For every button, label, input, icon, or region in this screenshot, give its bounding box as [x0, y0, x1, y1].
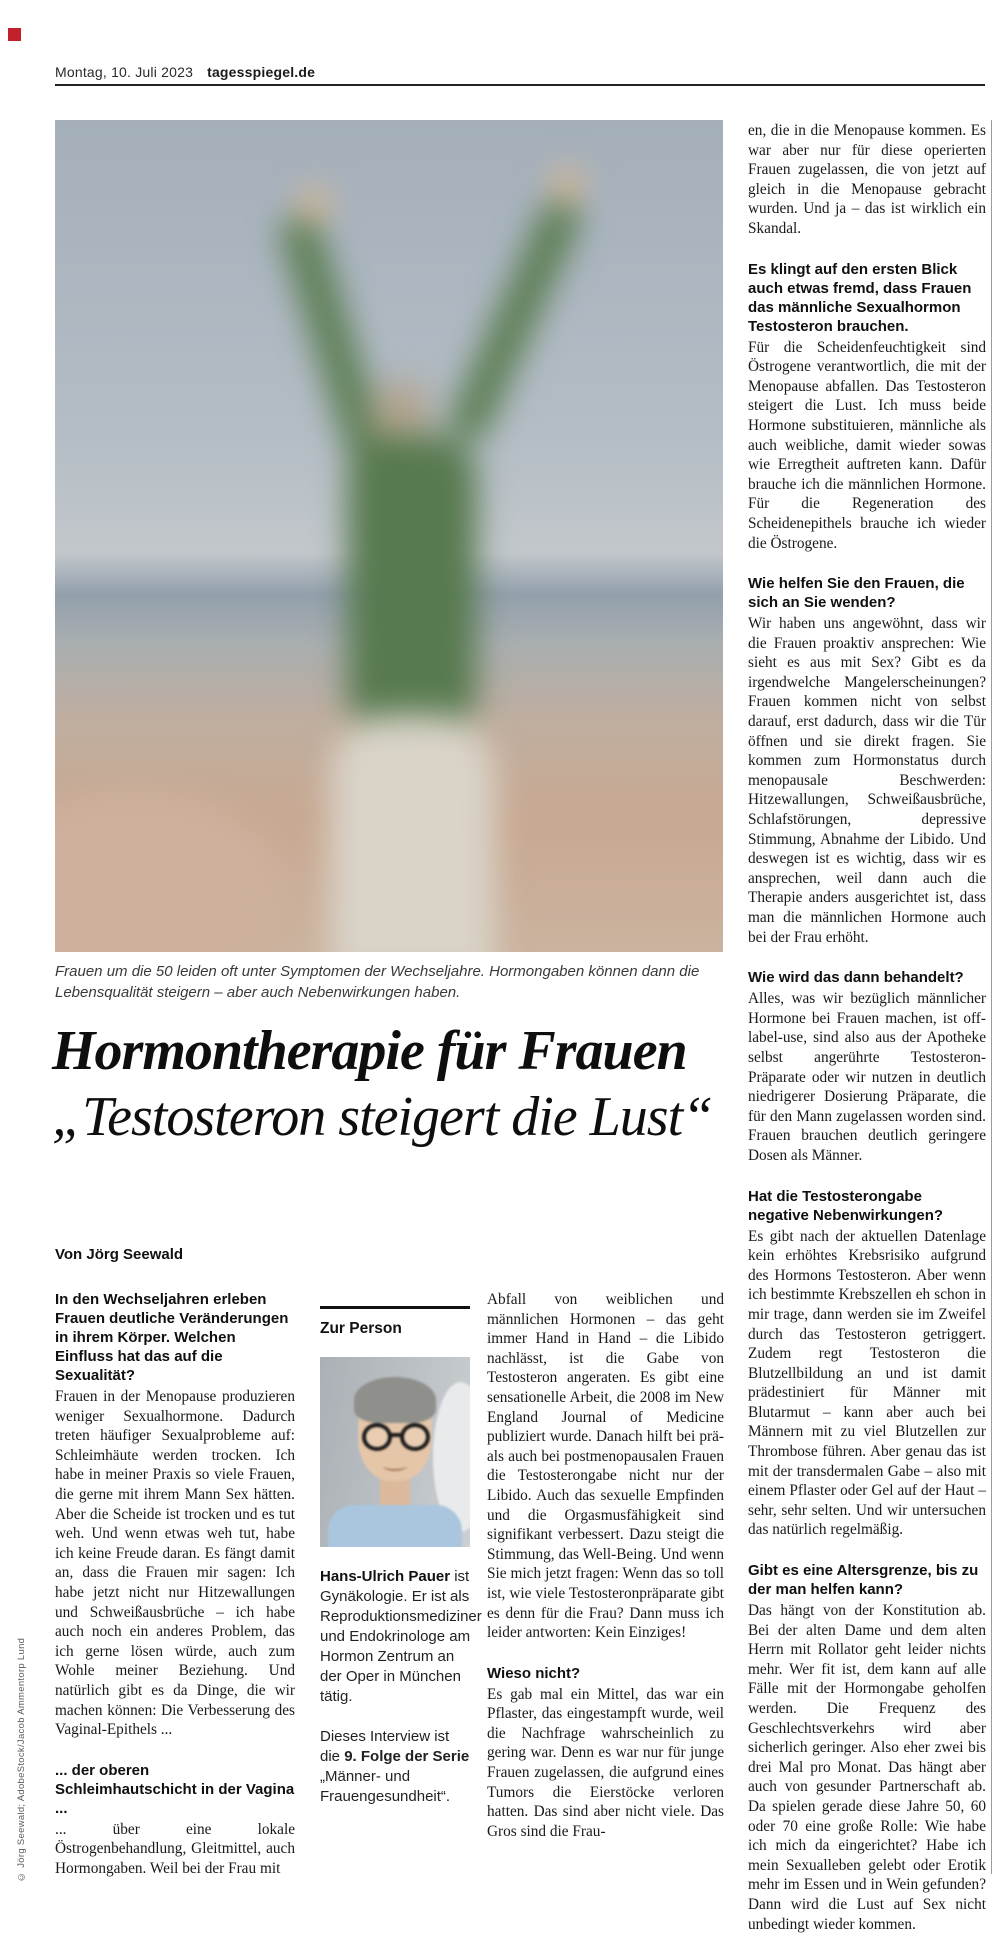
- photo-figure-woman-arms-raised: [55, 120, 723, 952]
- portrait-glasses-left-lens: [362, 1423, 392, 1451]
- zur-person-box: [320, 1290, 482, 1807]
- header-rule: [55, 84, 985, 86]
- interview-answer: en, die in die Menopause kommen. Es war aber nur für diese operierten Frauen zugelassen, die von jetzt auf gleich in die Menopause gebracht wurden. Und ja – das ist wirklich ein Skandal.: [748, 122, 986, 237]
- beach-sand-shape: [55, 790, 285, 952]
- figure-green-top: [347, 435, 477, 735]
- photo-credit: © Jörg Seewald; AdobeStock/Jacob Ammentorp Lund: [16, 1637, 27, 1882]
- headline: [52, 1018, 732, 1150]
- portrait-gray-hair: [354, 1377, 436, 1423]
- interview-question: Es klingt auf den ersten Blick auch etwas fremd, dass Frauen das männliche Sexualhormon Testosteron brauchen.: [748, 260, 972, 335]
- interview-answer: Alles, was wir bezüglich männlicher Hormone bei Frauen machen, ist off-label-use, sind also aus der Apotheke selbst angerührte Testosteron-Präparate oder wir nutzen in deutlich niedrigerer Dosierung Präparate, die für den Mann zugelassen worden sind. Frauen brauchen deutlich geringere Dosen als Männer.: [748, 990, 986, 1164]
- interview-question: Hat die Testosterongabe negative Nebenwirkungen?: [748, 1187, 944, 1224]
- person-bio-text: ist Gynäkologie. Er ist als Reproduktionsmediziner und Endokrinologe am Hormon Zentrum an der Oper in München tätig.: [320, 1568, 482, 1705]
- series-number: 9. Folge der Serie: [344, 1748, 470, 1765]
- interview-answer: Für die Scheidenfeuchtigkeit sind Östrogene verantwortlich, die mit der Menopause abfallen. Das Testosteron steigert die Lust. Ich muss beide Hormone substituieren, männliche als auch weibliche, damit wieder sowas wie Erregtheit auftreten kann. Dafür brauche ich die männlichen Hormone. Für die Regeneration des Scheidenepithels brauche ich wieder die Östrogene.: [748, 338, 986, 552]
- figure-left-hand: [297, 185, 331, 225]
- person-name: Hans-Ulrich Pauer: [320, 1568, 451, 1585]
- portrait-blue-shirt: [328, 1505, 462, 1547]
- interview-question: Wie wird das dann behandelt?: [748, 969, 964, 987]
- headline-quote-part: „Testosteron steigert die Lust“: [52, 1086, 713, 1148]
- figure-light-garment: [330, 715, 495, 952]
- interview-answer: Wir haben uns angewöhnt, dass wir die Frauen proaktiv ansprechen: Wie sieht es aus mit Sex? Gibt es da irgendwelche Mangelerscheinungen? Frauen kommen nicht von selbst darauf, erst dadurch, dass wir die Tür öffnen und sie direkt fragen. Sie kommen zum Hormonstatus durch menopausale Beschwerden: Hitzewallungen, Schweißausbrüche, Schlafstörungen, depressive Stimmung, Abnahme der Libido. Und deswegen ist es wichtig, dass wir es ansprechen, weil dann auch die Therapie anders ausgerichtet ist, dass man die männlichen Hormone auch bei der Frau erhöht.: [748, 615, 986, 946]
- column-4: [748, 121, 986, 1934]
- box-rule: [320, 1306, 470, 1309]
- interview-question: Wieso nicht?: [487, 1664, 581, 1682]
- header-date: Montag, 10. Juli 2023: [55, 64, 194, 80]
- series-note: Dieses Interview ist die 9. Folge der Serie „Männer- und Frauengesundheit“.: [320, 1728, 470, 1805]
- column-3: [487, 1290, 724, 1841]
- photo-caption: Frauen um die 50 leiden oft unter Symptomen der Wechseljahre. Hormongaben können dann die Lebensqualität steigern – aber auch Nebenwirkungen haben.: [55, 963, 700, 1001]
- portrait-photo: [320, 1357, 470, 1547]
- interview-question: ... der oberen Schleimhautschicht in der Vagina ...: [55, 1761, 295, 1817]
- portrait-glasses-right-lens: [400, 1423, 430, 1451]
- interview-answer: Es gab mal ein Mittel, das war ein Pflaster, das eingestampft wurde, weil die Nachfrage wahrscheinlich zu gering war. Denn es war nur für junge Frauen zugelassen, die aufgrund eines Tumors die Eierstöcke verloren hatten. Das sind aber nicht viele. Das Gros sind die Frau-: [487, 1685, 724, 1840]
- interview-answer: Das hängt von der Konstitution ab. Bei der alten Dame und dem alten Herrn mit Rollator geht leider nichts mehr. Wer fit ist, dem kann auf alle Fälle mit der Hormongabe geholfen werden. Die Frequenz des Geschlechtsverkehrs wird aber sicherlich geringer. Also eher zwei bis drei Mal pro Monat. Das hängt aber auch von gesunder Partnerschaft ab. Da spielen gerade diese Jahre 50, 60 oder 70 eine große Rolle: Wie habe ich mich da eingerichtet? Habe ich mein Sexualleben gelebt oder Erotik mehr im Essen und in Wein gefunden? Dann wird die Lust auf Sex nicht unbedingt wieder kommen.: [748, 1602, 986, 1933]
- column-1: [55, 1290, 295, 1878]
- figure-right-arm: [444, 193, 586, 447]
- portrait-smile: [383, 1461, 407, 1471]
- right-column-rule: [991, 120, 992, 1874]
- headline-bold-part: Hormontherapie für Frauen: [52, 1020, 687, 1082]
- interview-answer: Frauen in der Menopause produzieren weniger Sexualhormone. Dadurch treten häufiger Sexualprobleme auf: Schleimhäute werden trocken. Ich habe in meiner Praxis so viele Frauen, die gerne mit ihrem Mann Sex hätten. Aber die Scheide ist trocken und es tut weh. Und wenn etwas weh tut, habe ich keine Freude daran. Es fängt damit an, dass die Frauen mir sagen: Ich habe jetzt nicht nur Hitzewallungen und Schweißausbrüche – ich habe auch noch ein anderes Problem, das ich gerne lösen würde, auch zum Wohle meiner Beziehung. Und natürlich gibt es da Dinge, die wir machen können: Die Verbesserung des Vaginal-Epithels ...: [55, 1388, 295, 1739]
- box-title: Zur Person: [320, 1320, 402, 1337]
- interview-question: Wie helfen Sie den Frauen, die sich an Sie wenden?: [748, 575, 965, 612]
- person-bio: [320, 1567, 482, 1707]
- interview-question: In den Wechseljahren erleben Frauen deutliche Veränderungen in ihrem Körper. Welchen Einfluss hat das auf die Sexualität?: [55, 1291, 289, 1384]
- interview-answer: ... über eine lokale Östrogenbehandlung, Gleitmittel, auch Hormongaben. Weil bei der Frau mit: [55, 1820, 295, 1877]
- tagesspiegel-logo-mark: [8, 28, 21, 41]
- portrait-glasses-bridge: [390, 1433, 402, 1437]
- interview-question: Gibt es eine Altersgrenze, bis zu der man helfen kann?: [748, 1562, 979, 1599]
- byline: Von Jörg Seewald: [55, 1246, 184, 1263]
- main-photo: [55, 120, 723, 952]
- site-name: tagesspiegel.de: [207, 64, 316, 80]
- page-header: [55, 64, 315, 80]
- figure-right-hand: [550, 165, 584, 205]
- interview-answer: Abfall von weiblichen und männlichen Hormonen – das geht immer Hand in Hand – die Libido nachlässt, ist die Gabe von Testosteron angeraten. Es gibt eine sensationelle Arbeit, die 2008 im New England Journal of Medicine publiziert wurde. Danach hilft bei prä- als auch bei postmenopausalen Frauen die Testosterongabe nicht nur der Libido. Auch das sexuelle Empfinden und die Orgasmusfähigkeit sind signifikant verbessert. Dazu steigt die Stimmung, das Well-Being. Und wenn Sie mich jetzt fragen: Wenn das so toll ist, wie viele Testosteronpräparate gibt es denn für die Frau? Dann muss ich leider antworten: Kein Einziges!: [487, 1291, 724, 1642]
- interview-answer: Es gibt nach der aktuellen Datenlage kein erhöhtes Krebsrisiko aufgrund des Hormons Testosteron. Aber wenn ich bestimmte Krebszellen eh schon in mir trage, dann werden sie im Zweifel durch das Testosteron getriggert. Zudem regt Testosteron die Blutzellbildung an und ist damit prädestiniert für Männer mit Blutarmut – kann aber auch bei Männern mit zu viel Blutzellen zur Thrombose führen. Aber genau das ist mit der transdermalen Gabe – also mit einem Pflaster oder Gel auf der Haut – sehr, sehr selten. Und wir untersuchen das natürlich regelmäßig.: [748, 1227, 986, 1539]
